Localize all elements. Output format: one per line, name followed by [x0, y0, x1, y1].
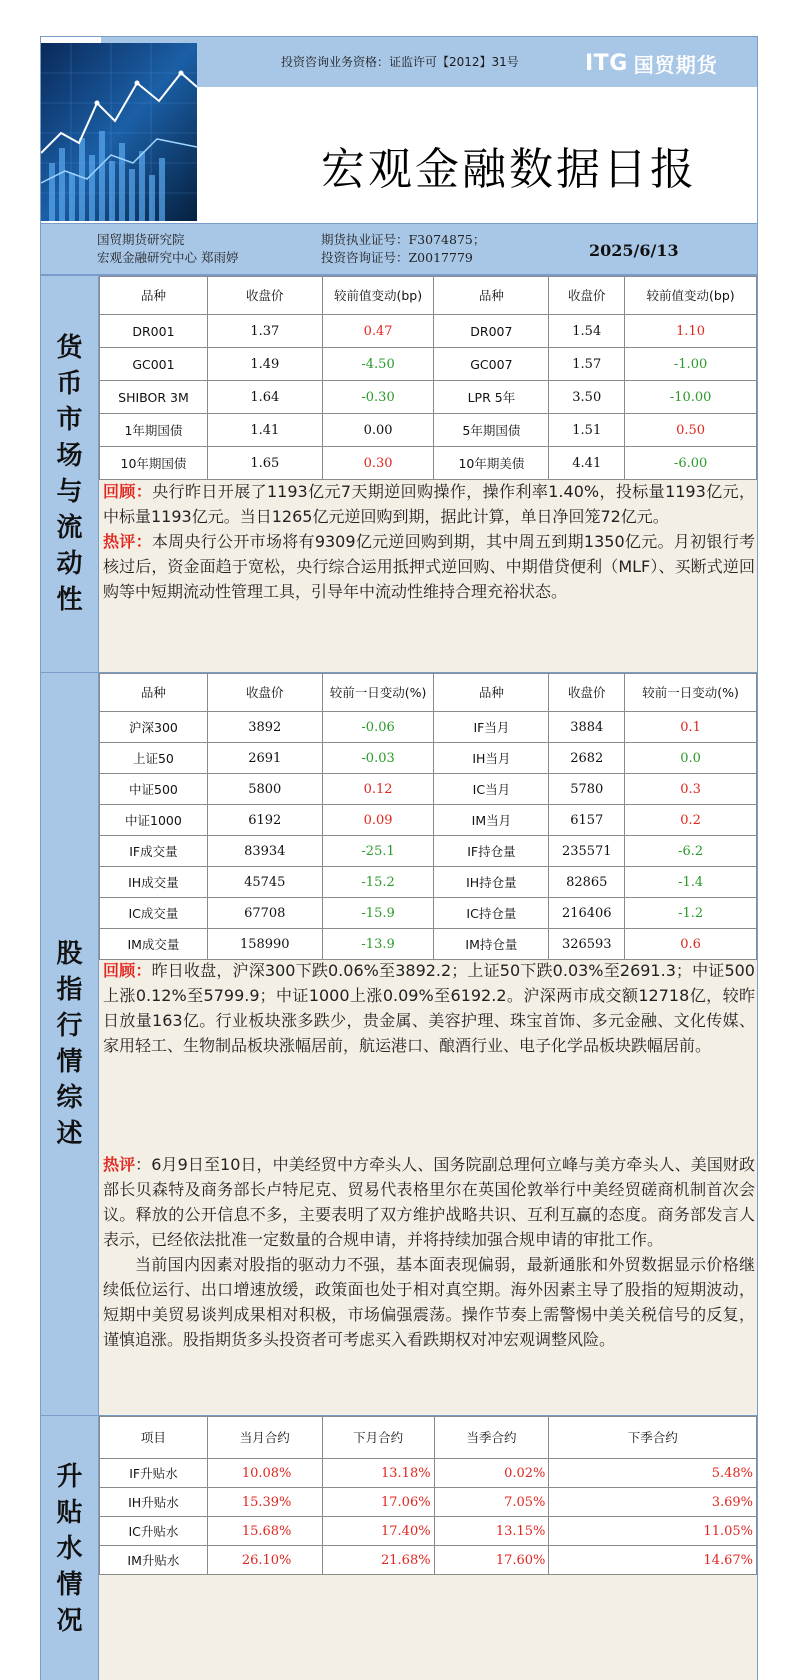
table-row — [100, 348, 757, 381]
table-cell: 5.48% — [549, 1459, 757, 1488]
table-cell: 326593 — [549, 929, 625, 960]
logo-mark: ITG — [585, 50, 628, 76]
sidebar-char: 市 — [56, 405, 83, 435]
table-cell: GC007 — [434, 348, 549, 381]
table-cell: 2682 — [549, 743, 625, 774]
table-cell: 17.06% — [322, 1488, 434, 1517]
table-row — [100, 315, 757, 348]
table-cell: 26.10% — [207, 1546, 322, 1575]
table-cell: 6192 — [207, 805, 322, 836]
column-header: 品种 — [434, 674, 549, 712]
column-header: 较前值变动(bp) — [625, 277, 757, 315]
table-row — [100, 1459, 757, 1488]
table-cell: 中证1000 — [100, 805, 208, 836]
table-cell: 3892 — [207, 712, 322, 743]
sidebar-char: 币 — [56, 369, 83, 399]
license-line-2: 投资咨询证号：Z0017779 — [321, 250, 473, 265]
table-cell: 10年期美债 — [434, 447, 549, 480]
sidebar-char: 动 — [56, 549, 83, 579]
table-cell: IM当月 — [434, 805, 549, 836]
license-line-1: 期货执业证号：F3074875； — [321, 232, 486, 247]
column-header: 较前一日变动(%) — [625, 674, 757, 712]
table-cell: 1.57 — [549, 348, 625, 381]
table-cell: 3.69% — [549, 1488, 757, 1517]
table-header-row — [100, 674, 757, 712]
table-cell: 1.10 — [625, 315, 757, 348]
column-header: 收盘价 — [207, 674, 322, 712]
sidebar-char: 性 — [56, 585, 83, 615]
table-cell: 0.12 — [322, 774, 434, 805]
header-finance-image — [41, 43, 197, 221]
table-cell: IH升贴水 — [100, 1488, 208, 1517]
table-cell: DR007 — [434, 315, 549, 348]
table-cell: IC当月 — [434, 774, 549, 805]
stock-index-comment: 热评：6月9日至10日，中美经贸中方牵头人、国务院副总理何立峰与美方牵头人、美国财政部长贝森特及商务部长卢特尼克、贸易代表格里尔在英国伦敦举行中美经贸磋商机制首次会议。释放的公开信息不多，主要表明了双方维护战略共识、互利互赢的态度。商务部发言人表示，已经依法批准一定数量的合规申请，并将持续加强合规申请的审批工作。 当前国内因素对股指的驱动力不强，基本面表现偏弱，最新通胀和外贸数据显示价格继续低位运行、出口增速放缓，政策面也处于相对真空期。海外因素主导了股指的短期波动，短期中美贸易谈判成果相对积极，市场偏强震荡。操作节奏上需警惕中美关税信号的反复，谨慎追涨。股指期货多头投资者可考虑买入看跌期权对冲宏观调整风险。 — [103, 1152, 755, 1352]
sidebar-char: 水 — [56, 1533, 83, 1564]
table-cell: 7.05% — [434, 1488, 549, 1517]
table-cell: 中证500 — [100, 774, 208, 805]
table-cell: 21.68% — [322, 1546, 434, 1575]
table-cell: 1年期国债 — [100, 414, 208, 447]
table-cell: 83934 — [207, 836, 322, 867]
sidebar-char: 股 — [56, 939, 83, 969]
money-market-comment: 热评：本周央行公开市场将有9309亿元逆回购到期，其中周五到期1350亿元。月初银行考核过后，资金面趋于宽松，央行综合运用抵押式逆回购、中期借贷便利（MLF）、买断式逆回购等中短期流动性管理工具，引导年中流动性维持合理充裕状态。 — [103, 532, 755, 601]
column-header: 下月合约 — [322, 1417, 434, 1459]
column-header: 品种 — [100, 674, 208, 712]
table-cell: -25.1 — [322, 836, 434, 867]
table-cell: 0.50 — [625, 414, 757, 447]
basis-table — [99, 1416, 757, 1575]
report-page — [40, 36, 758, 1680]
stock-index-comment-2: 当前国内因素对股指的驱动力不强，基本面表现偏弱，最新通胀和外贸数据显示价格继续低位运行、出口增速放缓，政策面也处于相对真空期。海外因素主导了股指的短期波动，短期中美贸易谈判成果相对积极，市场偏强震荡。操作节奏上需警惕中美关税信号的反复，谨慎追涨。股指期货多头投资者可考虑买入看跌期权对冲宏观调整风险。 — [103, 1255, 755, 1349]
table-cell: 15.39% — [207, 1488, 322, 1517]
org-line-1: 国贸期货研究院 — [97, 232, 185, 247]
table-cell: IC升贴水 — [100, 1517, 208, 1546]
sidebar-char: 行 — [56, 1011, 83, 1041]
company-logo — [585, 49, 718, 77]
table-cell: 216406 — [549, 898, 625, 929]
table-cell: 0.09 — [322, 805, 434, 836]
table-cell: 67708 — [207, 898, 322, 929]
table-cell: -1.4 — [625, 867, 757, 898]
table-cell: 0.1 — [625, 712, 757, 743]
table-cell: 0.3 — [625, 774, 757, 805]
table-header-row — [100, 1417, 757, 1459]
sidebar-char: 述 — [56, 1119, 83, 1149]
table-cell: IH成交量 — [100, 867, 208, 898]
sidebar-char: 情 — [56, 1047, 83, 1077]
table-cell: 17.40% — [322, 1517, 434, 1546]
table-cell: IC成交量 — [100, 898, 208, 929]
table-row — [100, 898, 757, 929]
table-cell: 0.02% — [434, 1459, 549, 1488]
stock-index-table — [99, 673, 757, 960]
table-cell: 1.37 — [207, 315, 322, 348]
money-market-commentary — [103, 479, 755, 604]
sidebar-char: 场 — [56, 441, 83, 471]
table-cell: -0.30 — [322, 381, 434, 414]
column-header: 下季合约 — [549, 1417, 757, 1459]
table-cell: IF持仓量 — [434, 836, 549, 867]
table-cell: 235571 — [549, 836, 625, 867]
column-header: 较前值变动(bp) — [322, 277, 434, 315]
sidebar-char: 流 — [56, 513, 83, 543]
table-cell: 158990 — [207, 929, 322, 960]
table-cell: IH持仓量 — [434, 867, 549, 898]
table-cell: 6157 — [549, 805, 625, 836]
table-cell: SHIBOR 3M — [100, 381, 208, 414]
table-cell: 0.2 — [625, 805, 757, 836]
table-cell: 4.41 — [549, 447, 625, 480]
table-cell: 3884 — [549, 712, 625, 743]
column-header: 较前一日变动(%) — [322, 674, 434, 712]
table-cell: -10.00 — [625, 381, 757, 414]
table-cell: 0.30 — [322, 447, 434, 480]
table-cell: 0.0 — [625, 743, 757, 774]
table-cell: 10.08% — [207, 1459, 322, 1488]
table-row — [100, 867, 757, 898]
table-cell: IH当月 — [434, 743, 549, 774]
report-title: 宏观金融数据日报 — [321, 144, 697, 195]
table-row — [100, 774, 757, 805]
sidebar-char: 贴 — [56, 1497, 83, 1528]
table-row — [100, 447, 757, 480]
table-row — [100, 1517, 757, 1546]
table-cell: 1.41 — [207, 414, 322, 447]
sidebar-char: 情 — [56, 1569, 83, 1600]
table-cell: 5年期国债 — [434, 414, 549, 447]
money-market-review: 回顾：央行昨日开展了1193亿元7天期逆回购操作，操作利率1.40%，投标量1193亿元，中标量1193亿元。当日1265亿元逆回购到期，据此计算，单日净回笼72亿元。 — [103, 482, 755, 526]
table-cell: 0.6 — [625, 929, 757, 960]
sidebar-char: 况 — [56, 1605, 83, 1636]
table-cell: 15.68% — [207, 1517, 322, 1546]
column-header: 品种 — [434, 277, 549, 315]
table-row — [100, 381, 757, 414]
sidebar-char: 指 — [56, 975, 83, 1005]
table-cell: 11.05% — [549, 1517, 757, 1546]
table-cell: -15.9 — [322, 898, 434, 929]
table-cell: 0.00 — [322, 414, 434, 447]
column-header: 收盘价 — [549, 674, 625, 712]
table-header-row — [100, 277, 757, 315]
table-cell: 沪深300 — [100, 712, 208, 743]
column-header: 品种 — [100, 277, 208, 315]
table-cell: IF当月 — [434, 712, 549, 743]
column-header: 收盘价 — [207, 277, 322, 315]
table-cell: IM持仓量 — [434, 929, 549, 960]
money-market-table — [99, 276, 757, 480]
section-money-market — [41, 275, 757, 672]
table-row — [100, 743, 757, 774]
table-cell: -1.00 — [625, 348, 757, 381]
table-row — [100, 712, 757, 743]
table-row — [100, 414, 757, 447]
table-cell: LPR 5年 — [434, 381, 549, 414]
table-cell: -0.06 — [322, 712, 434, 743]
table-cell: IF升贴水 — [100, 1459, 208, 1488]
table-cell: 10年期国债 — [100, 447, 208, 480]
column-header: 项目 — [100, 1417, 208, 1459]
logo-text: 国贸期货 — [633, 52, 718, 77]
table-cell: 上证50 — [100, 743, 208, 774]
section-basis — [41, 1415, 757, 1680]
table-row — [100, 929, 757, 960]
table-cell: IF成交量 — [100, 836, 208, 867]
table-cell: 3.50 — [549, 381, 625, 414]
table-cell: -1.2 — [625, 898, 757, 929]
money-market-sidebar-title — [41, 276, 99, 672]
sidebar-char: 升 — [56, 1461, 83, 1492]
table-cell: 14.67% — [549, 1546, 757, 1575]
table-cell: 1.65 — [207, 447, 322, 480]
table-cell: GC001 — [100, 348, 208, 381]
table-cell: 1.54 — [549, 315, 625, 348]
table-cell: DR001 — [100, 315, 208, 348]
table-cell: -13.9 — [322, 929, 434, 960]
sidebar-char: 与 — [56, 477, 83, 507]
stock-index-review: 回顾：昨日收盘，沪深300下跌0.06%至3892.2；上证50下跌0.03%至2691.3；中证500上涨0.12%至5799.9；中证1000上涨0.09%至6192.2。沪深两市成交额12718亿，较昨日放量163亿。行业板块涨多跌少，贵金属、美容护理、珠宝首饰、多元金融、文化传媒、家用轻工、生物制品板块涨幅居前，航运港口、酿酒行业、电子化学品板块跌幅居前。 — [103, 961, 755, 1055]
column-header: 当月合约 — [207, 1417, 322, 1459]
table-row — [100, 836, 757, 867]
table-cell: -4.50 — [322, 348, 434, 381]
sidebar-char: 综 — [56, 1083, 83, 1113]
table-cell: IM升贴水 — [100, 1546, 208, 1575]
table-row — [100, 805, 757, 836]
column-header: 收盘价 — [549, 277, 625, 315]
table-row — [100, 1546, 757, 1575]
table-cell: IM成交量 — [100, 929, 208, 960]
table-cell: -0.03 — [322, 743, 434, 774]
table-cell: 13.15% — [434, 1517, 549, 1546]
report-header — [41, 37, 757, 223]
table-cell: 5800 — [207, 774, 322, 805]
table-cell: 17.60% — [434, 1546, 549, 1575]
info-bar — [41, 223, 757, 275]
column-header: 当季合约 — [434, 1417, 549, 1459]
table-cell: 45745 — [207, 867, 322, 898]
table-row — [100, 1488, 757, 1517]
table-cell: IC持仓量 — [434, 898, 549, 929]
table-cell: 1.51 — [549, 414, 625, 447]
basis-sidebar-title — [41, 1416, 99, 1680]
table-cell: -15.2 — [322, 867, 434, 898]
table-cell: 0.47 — [322, 315, 434, 348]
report-date: 2025/6/13 — [589, 241, 679, 260]
table-cell: 82865 — [549, 867, 625, 898]
table-cell: 1.49 — [207, 348, 322, 381]
table-cell: 5780 — [549, 774, 625, 805]
section-stock-index — [41, 672, 757, 1415]
table-cell: -6.2 — [625, 836, 757, 867]
table-cell: 1.64 — [207, 381, 322, 414]
table-cell: 2691 — [207, 743, 322, 774]
org-line-2: 宏观金融研究中心 郑雨婷 — [97, 250, 239, 265]
stock-index-sidebar-title — [41, 673, 99, 1415]
sidebar-char: 货 — [56, 333, 83, 363]
qualification-text: 投资咨询业务资格：证监许可【2012】31号 — [281, 55, 519, 69]
table-cell: -6.00 — [625, 447, 757, 480]
table-cell: 13.18% — [322, 1459, 434, 1488]
